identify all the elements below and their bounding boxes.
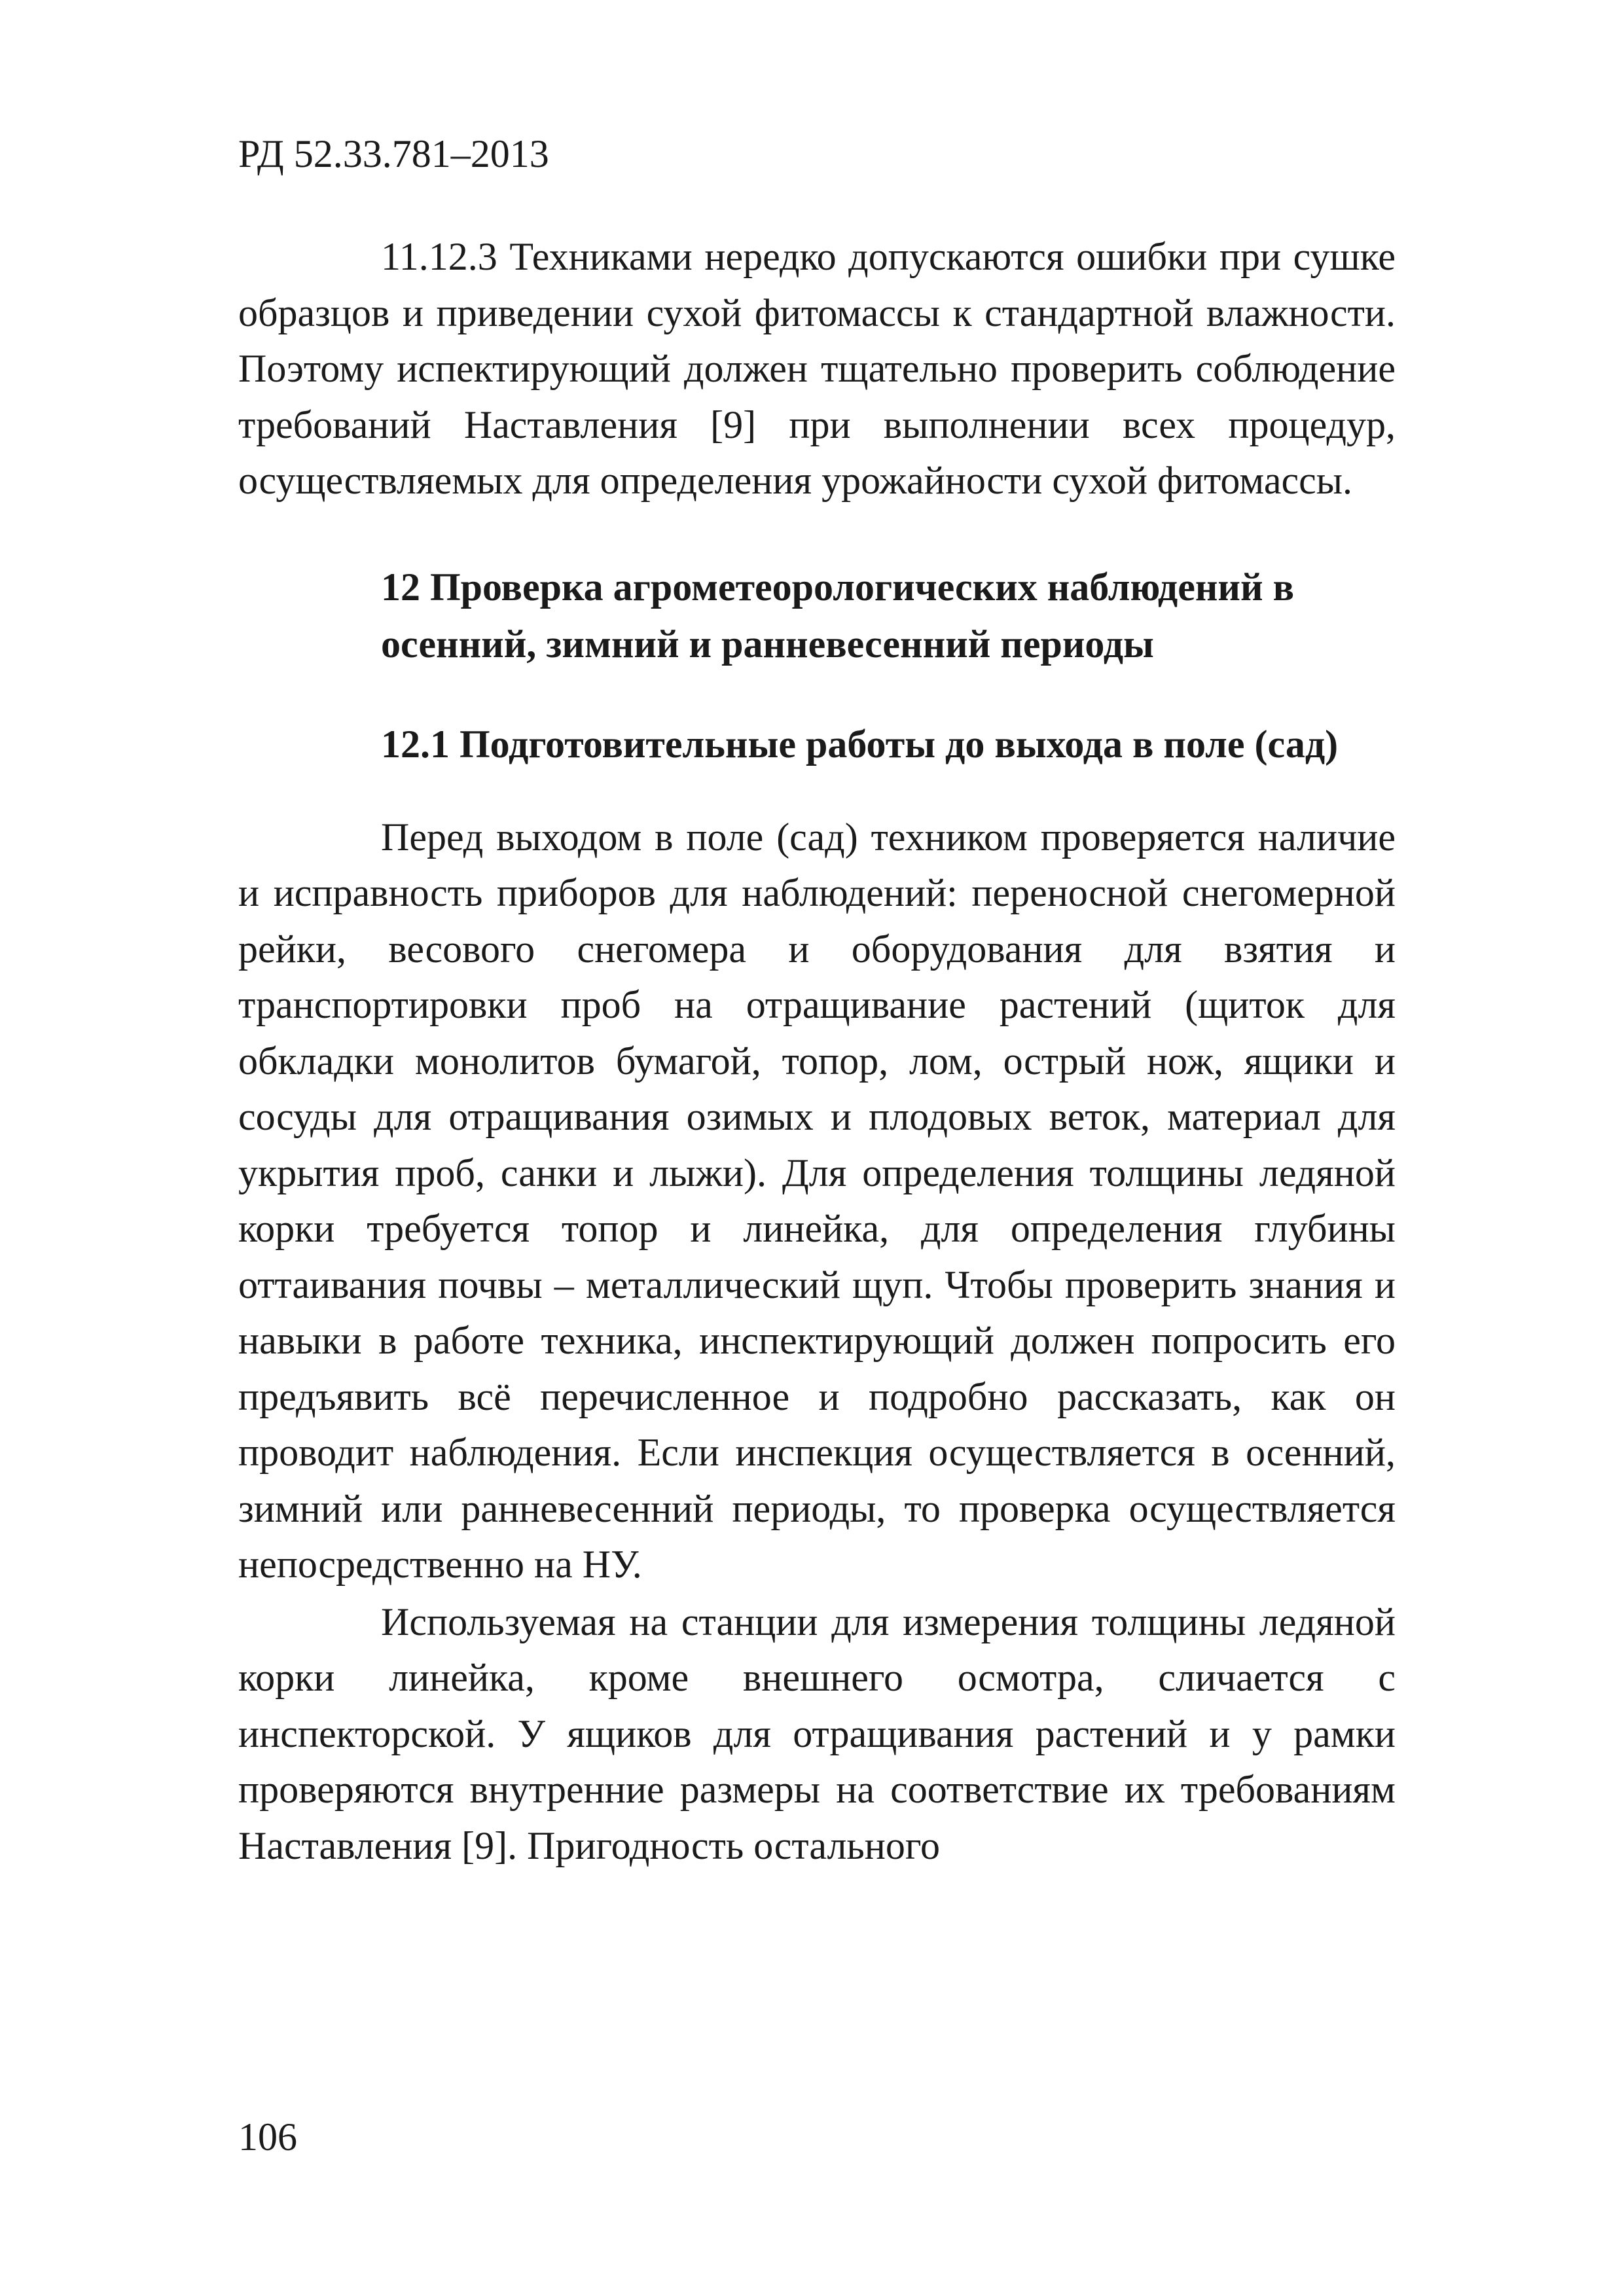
paragraph-12-1-preparation: Перед выходом в поле (сад) техником проверяется наличие и исправность приборов для наблюдений: переносной снегомерной рейки, весового снегомера и оборудования для взятия и транспортировки проб на отращивание растений (щиток для обкладки монолитов бумагой, топор, лом, острый нож, ящики и сосуды для отращивания озимых и плодовых веток, материал для укрытия проб, санки и лыжи). Для определения толщины ледяной корки требуется топор и линейка, для определения глубины оттаивания почвы – металлический щуп. Чтобы проверить знания и навыки в работе техника, инспектирующий должен попросить его предъявить всё перечисленное и подробно рассказать, как он проводит наблюдения. Если инспекция осуществляется в осенний, зимний или ранневесенний периоды, то проверка осуществляется непосредственно на НУ. bbox=[238, 815, 1396, 1586]
paragraph-12-1-ruler-check: Используемая на станции для измерения толщины ледяной корки линейка, кроме внешнего осмотра, сличается с инспекторской. У ящиков для отращивания растений и у рамки проверяются внутренние размеры на соответствие их требованиям Наставления [9]. Пригодность остального bbox=[238, 1600, 1396, 1867]
paragraph-11-12-3: 11.12.3 Техниками нередко допускаются ошибки при сушке образцов и приведении сухой фитомассы к стандартной влажности. Поэтому испектирующий должен тщательно проверить соблюдение требований Наставления [9] при выполнении всех процедур, осуществляемых для определения урожайности сухой фитомассы. bbox=[238, 235, 1396, 502]
section-12-1-heading: 12.1 Подготовительные работы до выхода в поле (сад) bbox=[381, 722, 1339, 766]
document-page bbox=[238, 128, 1396, 2222]
page-number: 106 bbox=[238, 2115, 297, 2159]
running-head: РД 52.33.781–2013 bbox=[238, 132, 549, 175]
chapter-12-heading: 12 Проверка агрометеорологических наблюдений в осенний, зимний и ранневесенний периоды bbox=[381, 565, 1294, 666]
